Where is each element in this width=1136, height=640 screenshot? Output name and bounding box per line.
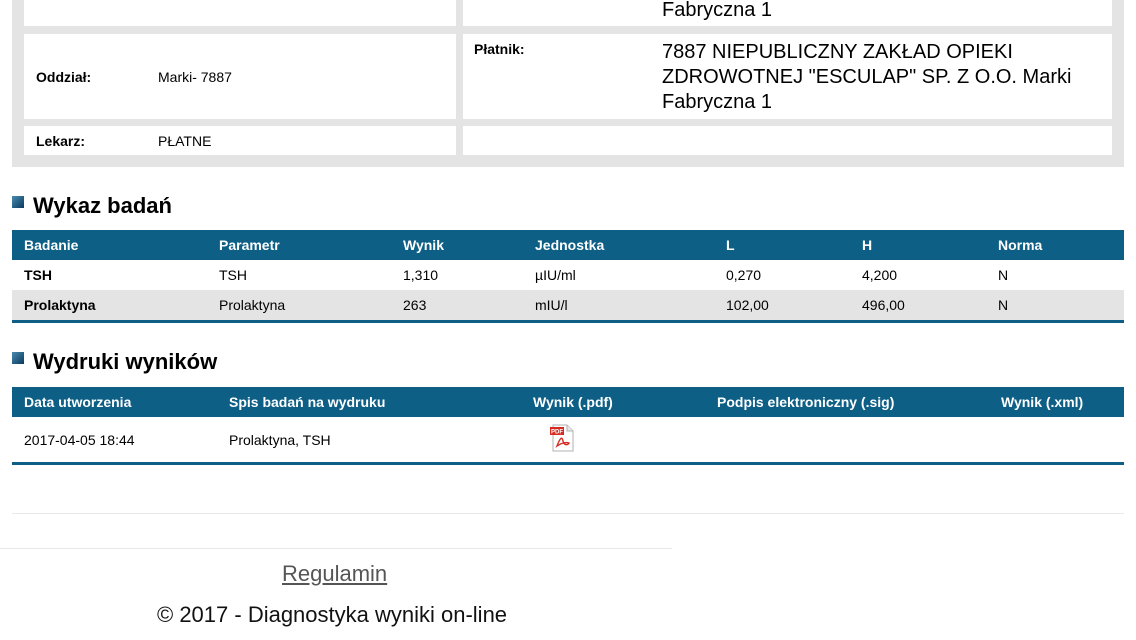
xml-cell bbox=[989, 417, 1124, 464]
col-parametr[interactable]: Parametr bbox=[207, 230, 391, 260]
wydruki-heading bbox=[12, 349, 217, 375]
wykaz-header-row bbox=[12, 230, 1124, 260]
col-wynik-xml[interactable]: Wynik (.xml) bbox=[989, 387, 1124, 417]
col-podpis-sig[interactable]: Podpis elektroniczny (.sig) bbox=[705, 387, 989, 417]
platnik-cell bbox=[463, 34, 1112, 119]
wydruki-table bbox=[12, 387, 1124, 465]
info-panel bbox=[12, 0, 1124, 167]
section-square-icon bbox=[12, 352, 24, 364]
platnik-line-1: 7887 NIEPUBLICZNY ZAKŁAD OPIEKI bbox=[662, 41, 1013, 63]
previous-address-line: Fabryczna 1 bbox=[662, 0, 773, 21]
date-cell: 2017-04-05 18:44 bbox=[24, 431, 135, 448]
wynik-cell: 1,310 bbox=[403, 267, 439, 283]
regulamin-link[interactable]: Regulamin bbox=[282, 561, 388, 586]
wydruki-header-row bbox=[12, 387, 1124, 417]
oddzial-value: Marki- 7887 bbox=[158, 69, 232, 85]
platnik-line-3: Fabryczna 1 bbox=[662, 91, 773, 113]
parametr-cell: TSH bbox=[219, 267, 247, 283]
wykaz-badan-heading bbox=[12, 193, 172, 219]
norma-cell: N bbox=[986, 290, 1124, 322]
badanie-cell: TSH bbox=[24, 267, 52, 283]
col-data-utworzenia[interactable]: Data utworzenia bbox=[12, 387, 217, 417]
col-badanie[interactable]: Badanie bbox=[12, 230, 207, 260]
l-cell: 0,270 bbox=[726, 267, 762, 283]
badanie-cell: Prolaktyna bbox=[12, 290, 207, 322]
divider-line bbox=[12, 513, 1124, 514]
platnik-label: Płatnik: bbox=[474, 41, 525, 57]
lekarz-empty-cell bbox=[463, 126, 1112, 155]
lekarz-value: PŁATNE bbox=[158, 133, 212, 149]
h-cell: 496,00 bbox=[850, 290, 986, 322]
l-cell: 102,00 bbox=[714, 290, 850, 322]
platnik-line-2: ZDROWOTNEJ "ESCULAP" SP. Z O.O. Marki bbox=[662, 66, 1072, 88]
col-jednostka[interactable]: Jednostka bbox=[523, 230, 714, 260]
jednostka-cell: µIU/ml bbox=[535, 267, 576, 283]
copyright-text: © 2017 - Diagnostyka wyniki on-line bbox=[157, 602, 508, 627]
col-h[interactable]: H bbox=[850, 230, 986, 260]
col-spis-badan[interactable]: Spis badań na wydruku bbox=[217, 387, 521, 417]
h-cell: 4,200 bbox=[862, 267, 898, 283]
wykaz-title-text: Wykaz badań bbox=[33, 193, 172, 218]
oddzial-cell bbox=[24, 34, 456, 119]
col-norma[interactable]: Norma bbox=[986, 230, 1124, 260]
wykaz-table bbox=[12, 230, 1124, 323]
table-row[interactable] bbox=[12, 260, 1124, 290]
info-cell-top-right bbox=[463, 0, 1112, 26]
norma-cell: N bbox=[998, 267, 1009, 283]
parametr-cell: Prolaktyna bbox=[207, 290, 391, 322]
wynik-cell: 263 bbox=[391, 290, 523, 322]
pdf-cell bbox=[521, 417, 705, 464]
svg-text:PDF: PDF bbox=[551, 429, 563, 436]
oddzial-label: Oddział: bbox=[36, 69, 92, 85]
jednostka-cell: mIU/l bbox=[523, 290, 714, 322]
table-row[interactable] bbox=[12, 290, 1124, 322]
info-cell-top-left bbox=[24, 0, 456, 26]
col-l[interactable]: L bbox=[714, 230, 850, 260]
footer-divider bbox=[0, 548, 672, 549]
pdf-file-icon[interactable] bbox=[550, 424, 572, 450]
wydruki-title-text: Wydruki wyników bbox=[33, 349, 218, 374]
col-wynik-pdf[interactable]: Wynik (.pdf) bbox=[521, 387, 705, 417]
table-row bbox=[12, 417, 1124, 464]
section-square-icon bbox=[12, 196, 24, 208]
spis-cell: Prolaktyna, TSH bbox=[229, 431, 331, 448]
lekarz-cell bbox=[24, 126, 456, 155]
col-wynik[interactable]: Wynik bbox=[391, 230, 523, 260]
lekarz-label: Lekarz: bbox=[36, 133, 86, 149]
sig-cell bbox=[705, 417, 989, 464]
